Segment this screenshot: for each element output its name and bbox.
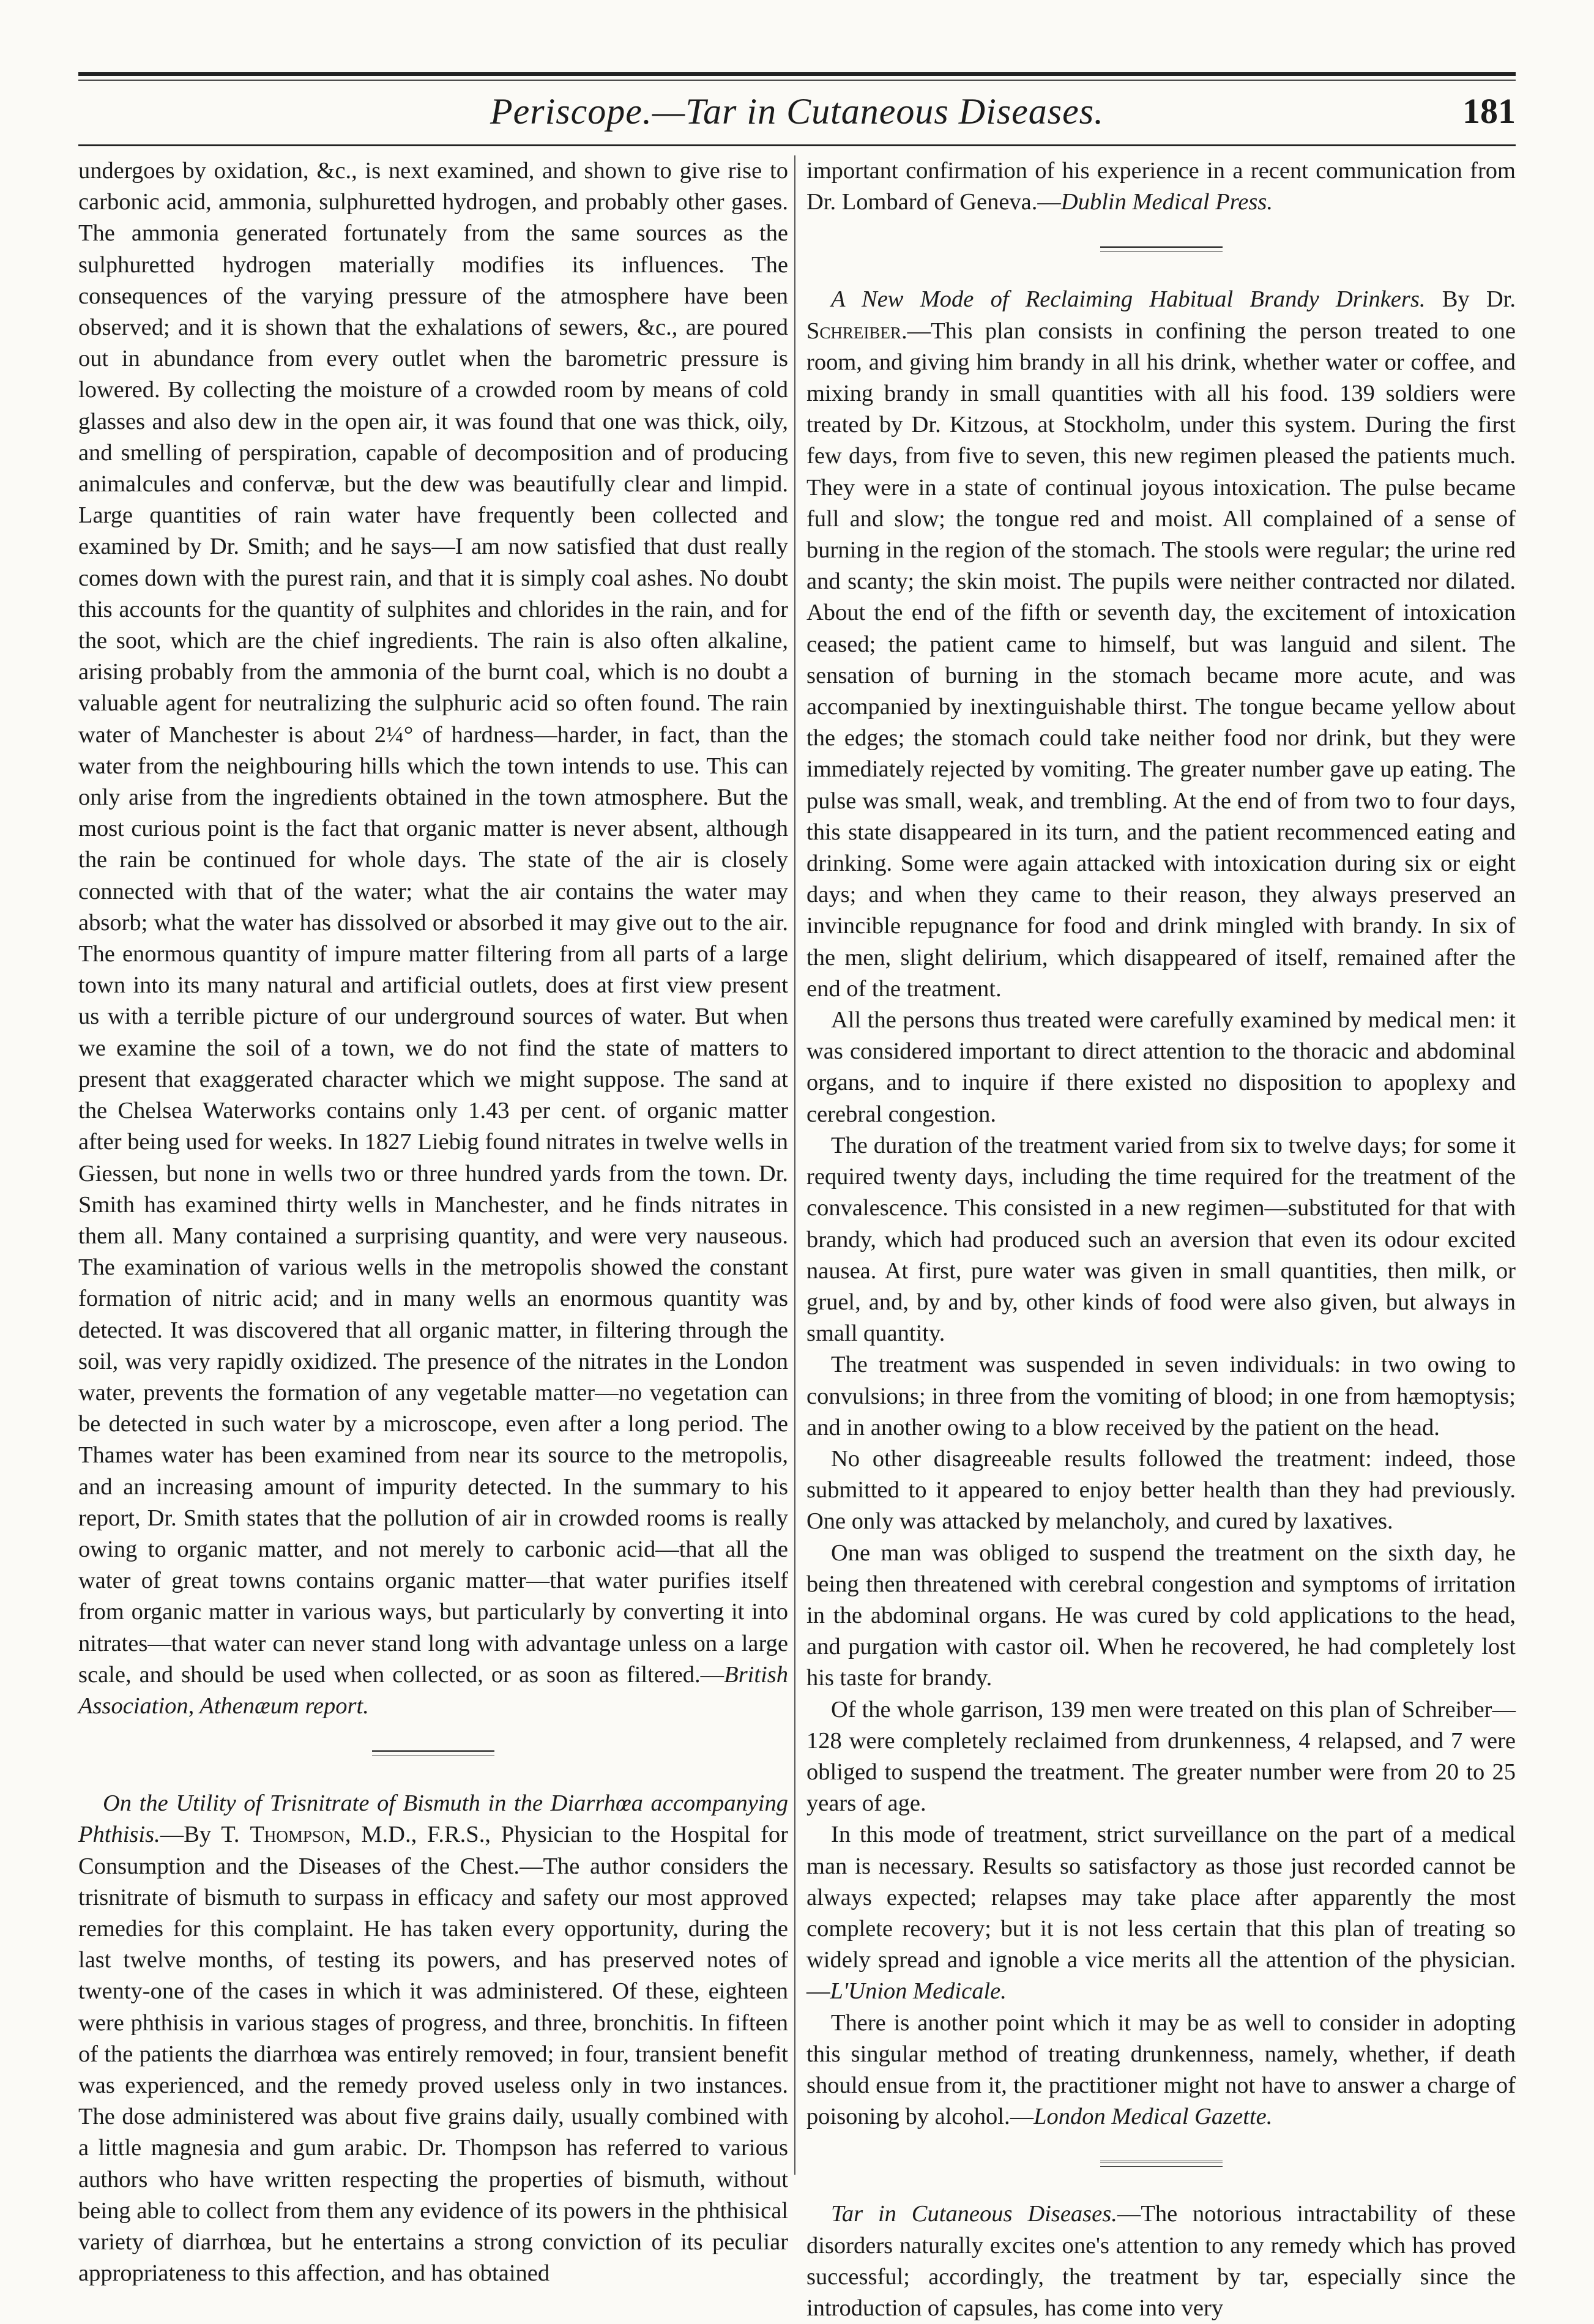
source-citation: L'Union Medicale. <box>830 1978 1007 2005</box>
source-citation: Dublin Medical Press. <box>1060 189 1273 215</box>
paragraph-text: important confirmation of his experience in a recent communication from Dr. Lombard of Geneva.— <box>806 158 1516 215</box>
right-column <box>806 155 1516 2324</box>
byline-prefix: By Dr. <box>1425 286 1516 313</box>
page-header <box>78 86 1516 142</box>
paragraph: All the persons thus treated were carefully examined by medical men: it was considered important to direct attention to the thoracic and abdominal organs, and to inquire if there existed no disposition to apoplexy and cerebral congestion. <box>806 1007 1516 1127</box>
paragraph-text: There is another point which it may be as well to consider in adopting this singular method of treating drunkenness, namely, whether, if death should ensue from it, the practitioner might not have to answer a charge of poisoning by alcohol.— <box>806 2009 1516 2130</box>
section-separator <box>1100 246 1223 252</box>
byline-prefix: —By T. <box>160 1822 250 1848</box>
author-name: Thompson <box>250 1822 345 1848</box>
top-rule <box>78 72 1516 76</box>
paragraph: No other disagreeable results followed the treatment: indeed, those submitted to it appeared to enjoy better health than they had previously. One only was attacked by melancholy, and cured by laxatives. <box>806 1445 1516 1535</box>
paragraph <box>806 2008 1516 2133</box>
page-number: 181 <box>1462 91 1516 131</box>
paragraph: One man was obliged to suspend the treatment on the sixth day, he being then threatened with cerebral congestion and symptoms of irritation in the abdominal organs. He was cured by cold applications to the head, and purgation with castor oil. When he recovered, he had completely lost his taste for brandy. <box>806 1540 1516 1691</box>
paragraph-text: —The notorious intractability of these disorders naturally excites one's attention to any remedy which has proved successful; accordingly, the treatment by tar, especially since the introduction of capsules, has come into very <box>806 2201 1516 2321</box>
source-citation: British Association, Athenæum report. <box>78 1661 788 1719</box>
paragraph <box>806 1819 1516 2007</box>
paragraph <box>806 155 1516 218</box>
section-separator <box>372 1750 494 1756</box>
paragraph: Of the whole garrison, 139 men were treated on this plan of Schreiber—128 were completely reclaimed from drunkenness, 4 relapsed, and 7 were obliged to suspend the treatment. The greater number were from 20 to 25 years of age. <box>806 1696 1516 1817</box>
paragraph <box>78 155 788 1722</box>
paragraph: The treatment was suspended in seven individuals: in two owing to convulsions; in three from the vomiting of blood; in one from hæmoptysis; and in another owing to a blow received by the patient on the head. <box>806 1352 1516 1440</box>
section-separator <box>1100 2161 1223 2167</box>
article-tar <box>806 2199 1516 2324</box>
article-title: Tar in Cutaneous Diseases. <box>831 2201 1117 2227</box>
source-citation: London Medical Gazette. <box>1033 2104 1273 2130</box>
author-name: Schreiber <box>806 318 901 344</box>
paragraph-text: undergoes by oxidation, &c., is next examined, and shown to give rise to carbonic acid, ammonia, sulphuretted hydrogen, and probably other gases. The ammonia generated fortunately from the same sources as the sulphuretted hydrogen materially modifies its influences. The consequences of the varying pressure of the atmosphere have been observed; and it is shown that the exhalations of sewers, &c., are poured out in abundance from every outlet when the barometric pressure is lowered. By collecting the moisture of a crowded room by means of cold glasses and also dew in the open air, it was found that one was thick, oily, and smelling of perspiration, capable of decomposition and of producing animalcules and confervæ, but the dew was beautifully clear and limpid. Large quantities of rain water have frequently been collected and examined by Dr. Smith; and he says—I am now satisfied that dust really comes down with the purest rain, and that it is simply coal ashes. No doubt this accounts for the quantity of sulphites and chlorides in the rain, and for the soot, which are the chief ingredients. The rain is also often alkaline, arising probably from the ammonia of the burnt coal, which is no doubt a valuable agent for neutralizing the sulphuric acid so often found. The rain water of Manchester is about 2¼° of hardness—harder, in fact, than the water from the neighbouring hills which the town intends to use. This can only arise from the ingredients obtained in the town atmosphere. But the most curious point is the fact that organic matter is never absent, although the rain be continued for whole days. The state of the air is closely connected with that of the water; what the air contains the water may absorb; what the water has dissolved or absorbed it may give out to the air. The enormous quantity of impure matter filtering from all parts of a large town into its many natural and artificial outlets, does at first view present us with a terrible picture of our underground sources of water. But when we examine the soil of a town, we do not find the state of matters to present that exaggerated character which we might suppose. The sand at the Chelsea Waterworks contains only 1.43 per cent. of organic matter after being used for weeks. In 1827 Liebig found nitrates in twelve wells in Giessen, but none in wells two or three hundred yards from the town. Dr. Smith has examined thirty wells in Manchester, and he finds nitrates in them all. Many contained a surprising quantity, and were very nauseous. The examination of various wells in the metropolis showed the constant formation of nitric acid; and in many wells an enormous quantity was detected. It was discovered that all organic matter, in filtering through the soil, was very rapidly oxidized. The presence of the nitrates in the London water, prevents the formation of any vegetable matter—no vegetation can be detected in such water by a microscope, even after a long period. The Thames water has been examined from near its source to the metropolis, and an increasing amount of impurity detected. In the summary to his report, Dr. Smith states that the pollution of air in crowded rooms is really owing to organic matter, and not merely to carbonic acid—that all the water of great towns contains organic matter—that water purifies itself from organic matter in various ways, but particularly by converting it into nitrates—that water can never stand long with advantage unless on a large scale, and should be used when collected, or as soon as filtered.— <box>78 158 788 1688</box>
paragraph-text: , M.D., F.R.S., Physician to the Hospital for Consumption and the Diseases of the Chest.—The author considers the trisnitrate of bismuth to surpass in efficacy and safety our most approved remedies for this complaint. He has taken every opportunity, during the last twelve months, of testing its powers, and has preserved notes of twenty-one of the cases in which it was administered. Of these, eighteen were phthisis in various stages of progress, and three, bronchitis. In fifteen of the patients the diarrhœa was entirely removed; in four, transient benefit was experienced, and the remedy proved useless only in two instances. The dose administered was about five grains daily, usually combined with a little magnesia and gum arabic. Dr. Thompson has referred to various authors who have written respecting the properties of bismuth, without being able to collect from them any evidence of its powers in the phthisical variety of diarrhœa, but he entertains a strong conviction of its peculiar appropriateness to this affection, and has obtained <box>78 1822 788 2287</box>
article-brandy <box>806 284 1516 1005</box>
article-title: On the Utility of Trisnitrate of Bismuth in the Diarrhœa accompanying Phthisis. <box>78 1790 788 1848</box>
running-head: Periscope.—Tar in Cutaneous Diseases. <box>490 91 1104 132</box>
left-column <box>78 155 788 2289</box>
top-rule-thin <box>78 80 1516 81</box>
paragraph-text: .—This plan consists in confining the person treated to one room, and giving him brandy in all his drink, whether water or coffee, and mixing brandy in small quantities with all his food. 139 soldiers were treated by Dr. Kitzous, at Stockholm, under this system. During the first few days, from five to seven, this new regimen pleased the patients much. They were in a state of continual joyous intoxication. The pulse became full and slow; the tongue red and moist. All complained of a sense of burning in the region of the stomach. The stools were regular; the urine red and scanty; the skin moist. The pupils were neither contracted nor dilated. About the end of the fifth or seventh day, the excitement of intoxication ceased; the patient came to himself, but was languid and silent. The sensation of burning in the stomach became more acute, and was accompanied by inextinguishable thirst. The tongue became yellow about the edges; the stomach could take neither food nor drink, but they were immediately rejected by vomiting. The greater number gave up eating. The pulse was small, weak, and trembling. At the end of from two to four days, this state disappeared in its turn, and the patient recommenced eating and drinking. Some were again attacked with intoxication during six or eight days; and when they came to their reason, they always preserved an invincible repugnance for food and drink mingled with brandy. In six of the men, slight delirium, which disappeared of itself, remained after the end of the treatment. <box>806 318 1516 1002</box>
paragraph: The duration of the treatment varied from six to twelve days; for some it required twenty days, including the time required for the treatment of the convalescence. This consisted in a new regimen—substituted for that with brandy, which had produced such an aversion that even its odour excited nausea. At first, pure water was given in small quantities, then milk, or gruel, and, by and by, other kinds of food were also given, but always in small quantity. <box>806 1132 1516 1347</box>
column-divider <box>794 155 795 2175</box>
article-bismuth <box>78 1788 788 2289</box>
header-rule <box>78 144 1516 146</box>
paragraph-text: In this mode of treatment, strict surveillance on the part of a medical man is necessary. Results so satisfactory as those just recorded cannot be always expected; relapses may take place after apparently the most complete recovery; but it is not less certain that this plan of treating so widely spread and ignoble a vice merits all the attention of the physician.— <box>806 1822 1516 2005</box>
article-title: A New Mode of Reclaiming Habitual Brandy Drinkers. <box>831 286 1426 313</box>
